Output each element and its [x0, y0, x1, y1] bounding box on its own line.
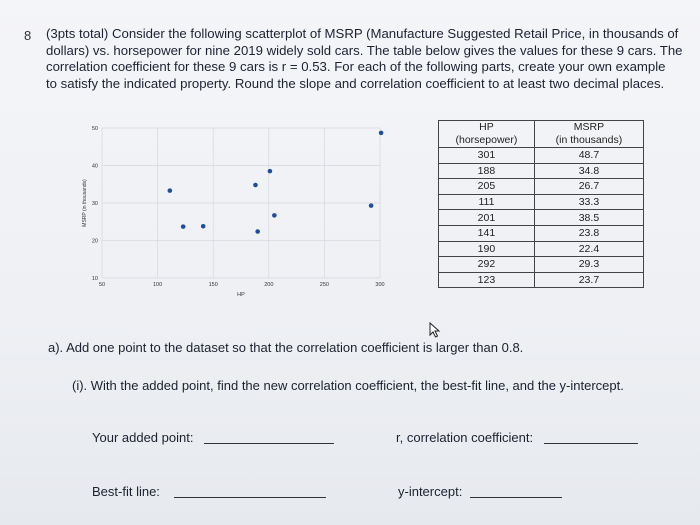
table-row — [439, 210, 644, 226]
table-row — [439, 241, 644, 257]
question-number: 8 — [24, 28, 32, 43]
table-row — [439, 179, 644, 195]
header-msrp-unit: (in thousands) — [555, 134, 623, 146]
y-tick-label: 30 — [91, 201, 98, 207]
correlation-label: r, correlation coefficient: — [396, 430, 534, 445]
hp-cell: 201 — [439, 210, 535, 226]
msrp-cell: 48.7 — [534, 148, 643, 164]
added-point-blank[interactable] — [204, 443, 334, 444]
data-point — [168, 188, 173, 193]
y-axis-label: MSRP (in thousands) — [82, 179, 88, 227]
best-fit-blank[interactable] — [174, 497, 326, 498]
data-point — [369, 203, 374, 208]
stem-line: to satisfy the indicated property. Round the slope and correlation coefficient to at least two decimal places. — [46, 75, 665, 91]
hp-cell: 292 — [439, 257, 535, 273]
added-point-label: Your added point: — [92, 430, 194, 445]
table-row — [439, 194, 644, 210]
table-row — [439, 148, 644, 164]
msrp-cell: 23.8 — [534, 225, 643, 241]
table-row — [439, 225, 644, 241]
table-row — [439, 163, 644, 179]
y-tick-label: 10 — [91, 276, 98, 282]
msrp-cell: 26.7 — [534, 179, 643, 195]
x-tick-label: 300 — [375, 282, 385, 288]
msrp-cell: 34.8 — [534, 163, 643, 179]
y-tick-label: 50 — [91, 126, 98, 132]
x-tick-label: 50 — [98, 282, 106, 288]
table-row — [439, 257, 644, 273]
table-body — [439, 148, 644, 288]
table-row — [439, 272, 644, 288]
plot-tick-labels — [92, 126, 385, 288]
stem-line: dollars) vs. horsepower for nine 2019 widely sold cars. The table below gives the values for these 9 cars. The — [46, 42, 683, 58]
data-point — [379, 131, 384, 136]
table-header-row — [439, 121, 644, 148]
data-point — [255, 229, 260, 234]
y-intercept-blank[interactable] — [470, 497, 562, 498]
scatterplot — [80, 118, 390, 318]
correlation-blank[interactable] — [544, 443, 638, 444]
part-i-prompt: (i). With the added point, find the new correlation coefficient, the best-fit line, and the y-intercept. — [72, 378, 624, 393]
x-axis-label: HP — [237, 292, 245, 298]
hp-cell: 301 — [439, 148, 535, 164]
x-tick-label: 250 — [319, 282, 329, 288]
data-point — [201, 224, 206, 229]
msrp-cell: 23.7 — [534, 272, 643, 288]
hp-cell: 188 — [439, 163, 535, 179]
hp-cell: 111 — [439, 194, 535, 210]
hp-cell: 141 — [439, 225, 535, 241]
msrp-cell: 33.3 — [534, 194, 643, 210]
question-stem — [46, 26, 686, 92]
x-tick-label: 150 — [208, 282, 218, 288]
plot-points — [168, 131, 384, 234]
y-tick-label: 40 — [91, 163, 98, 170]
x-tick-label: 100 — [153, 282, 163, 288]
best-fit-label: Best-fit line: — [92, 484, 160, 499]
y-tick-label: 20 — [91, 238, 98, 245]
data-point — [268, 169, 273, 174]
hp-cell: 123 — [439, 272, 535, 288]
mouse-cursor-icon — [428, 322, 442, 338]
stem-line: correlation coefficient for these 9 cars is r = 0.53. For each of the following parts, create your own example — [46, 59, 666, 74]
stem-line: (3pts total) Consider the following scatterplot of MSRP (Manufacture Suggested Retail Price, in thousands of — [46, 26, 679, 41]
header-msrp — [534, 121, 643, 148]
hp-cell: 205 — [439, 179, 535, 195]
data-point — [272, 213, 277, 218]
header-hp-unit: (horsepower) — [455, 134, 518, 146]
x-tick-label: 200 — [264, 282, 274, 288]
data-point — [253, 183, 258, 188]
header-hp — [439, 121, 535, 148]
header-msrp-title: MSRP — [573, 121, 605, 133]
header-hp-title: HP — [479, 121, 494, 133]
plot-gridlines — [102, 128, 380, 278]
data-point — [181, 224, 186, 229]
y-intercept-label: y-intercept: — [398, 484, 463, 499]
msrp-cell: 29.3 — [534, 257, 643, 273]
hp-cell: 190 — [439, 241, 535, 257]
msrp-cell: 38.5 — [534, 210, 643, 226]
data-table — [438, 120, 644, 288]
msrp-cell: 22.4 — [534, 241, 643, 257]
part-a-prompt: a). Add one point to the dataset so that the correlation coefficient is larger than 0.8. — [48, 340, 524, 355]
